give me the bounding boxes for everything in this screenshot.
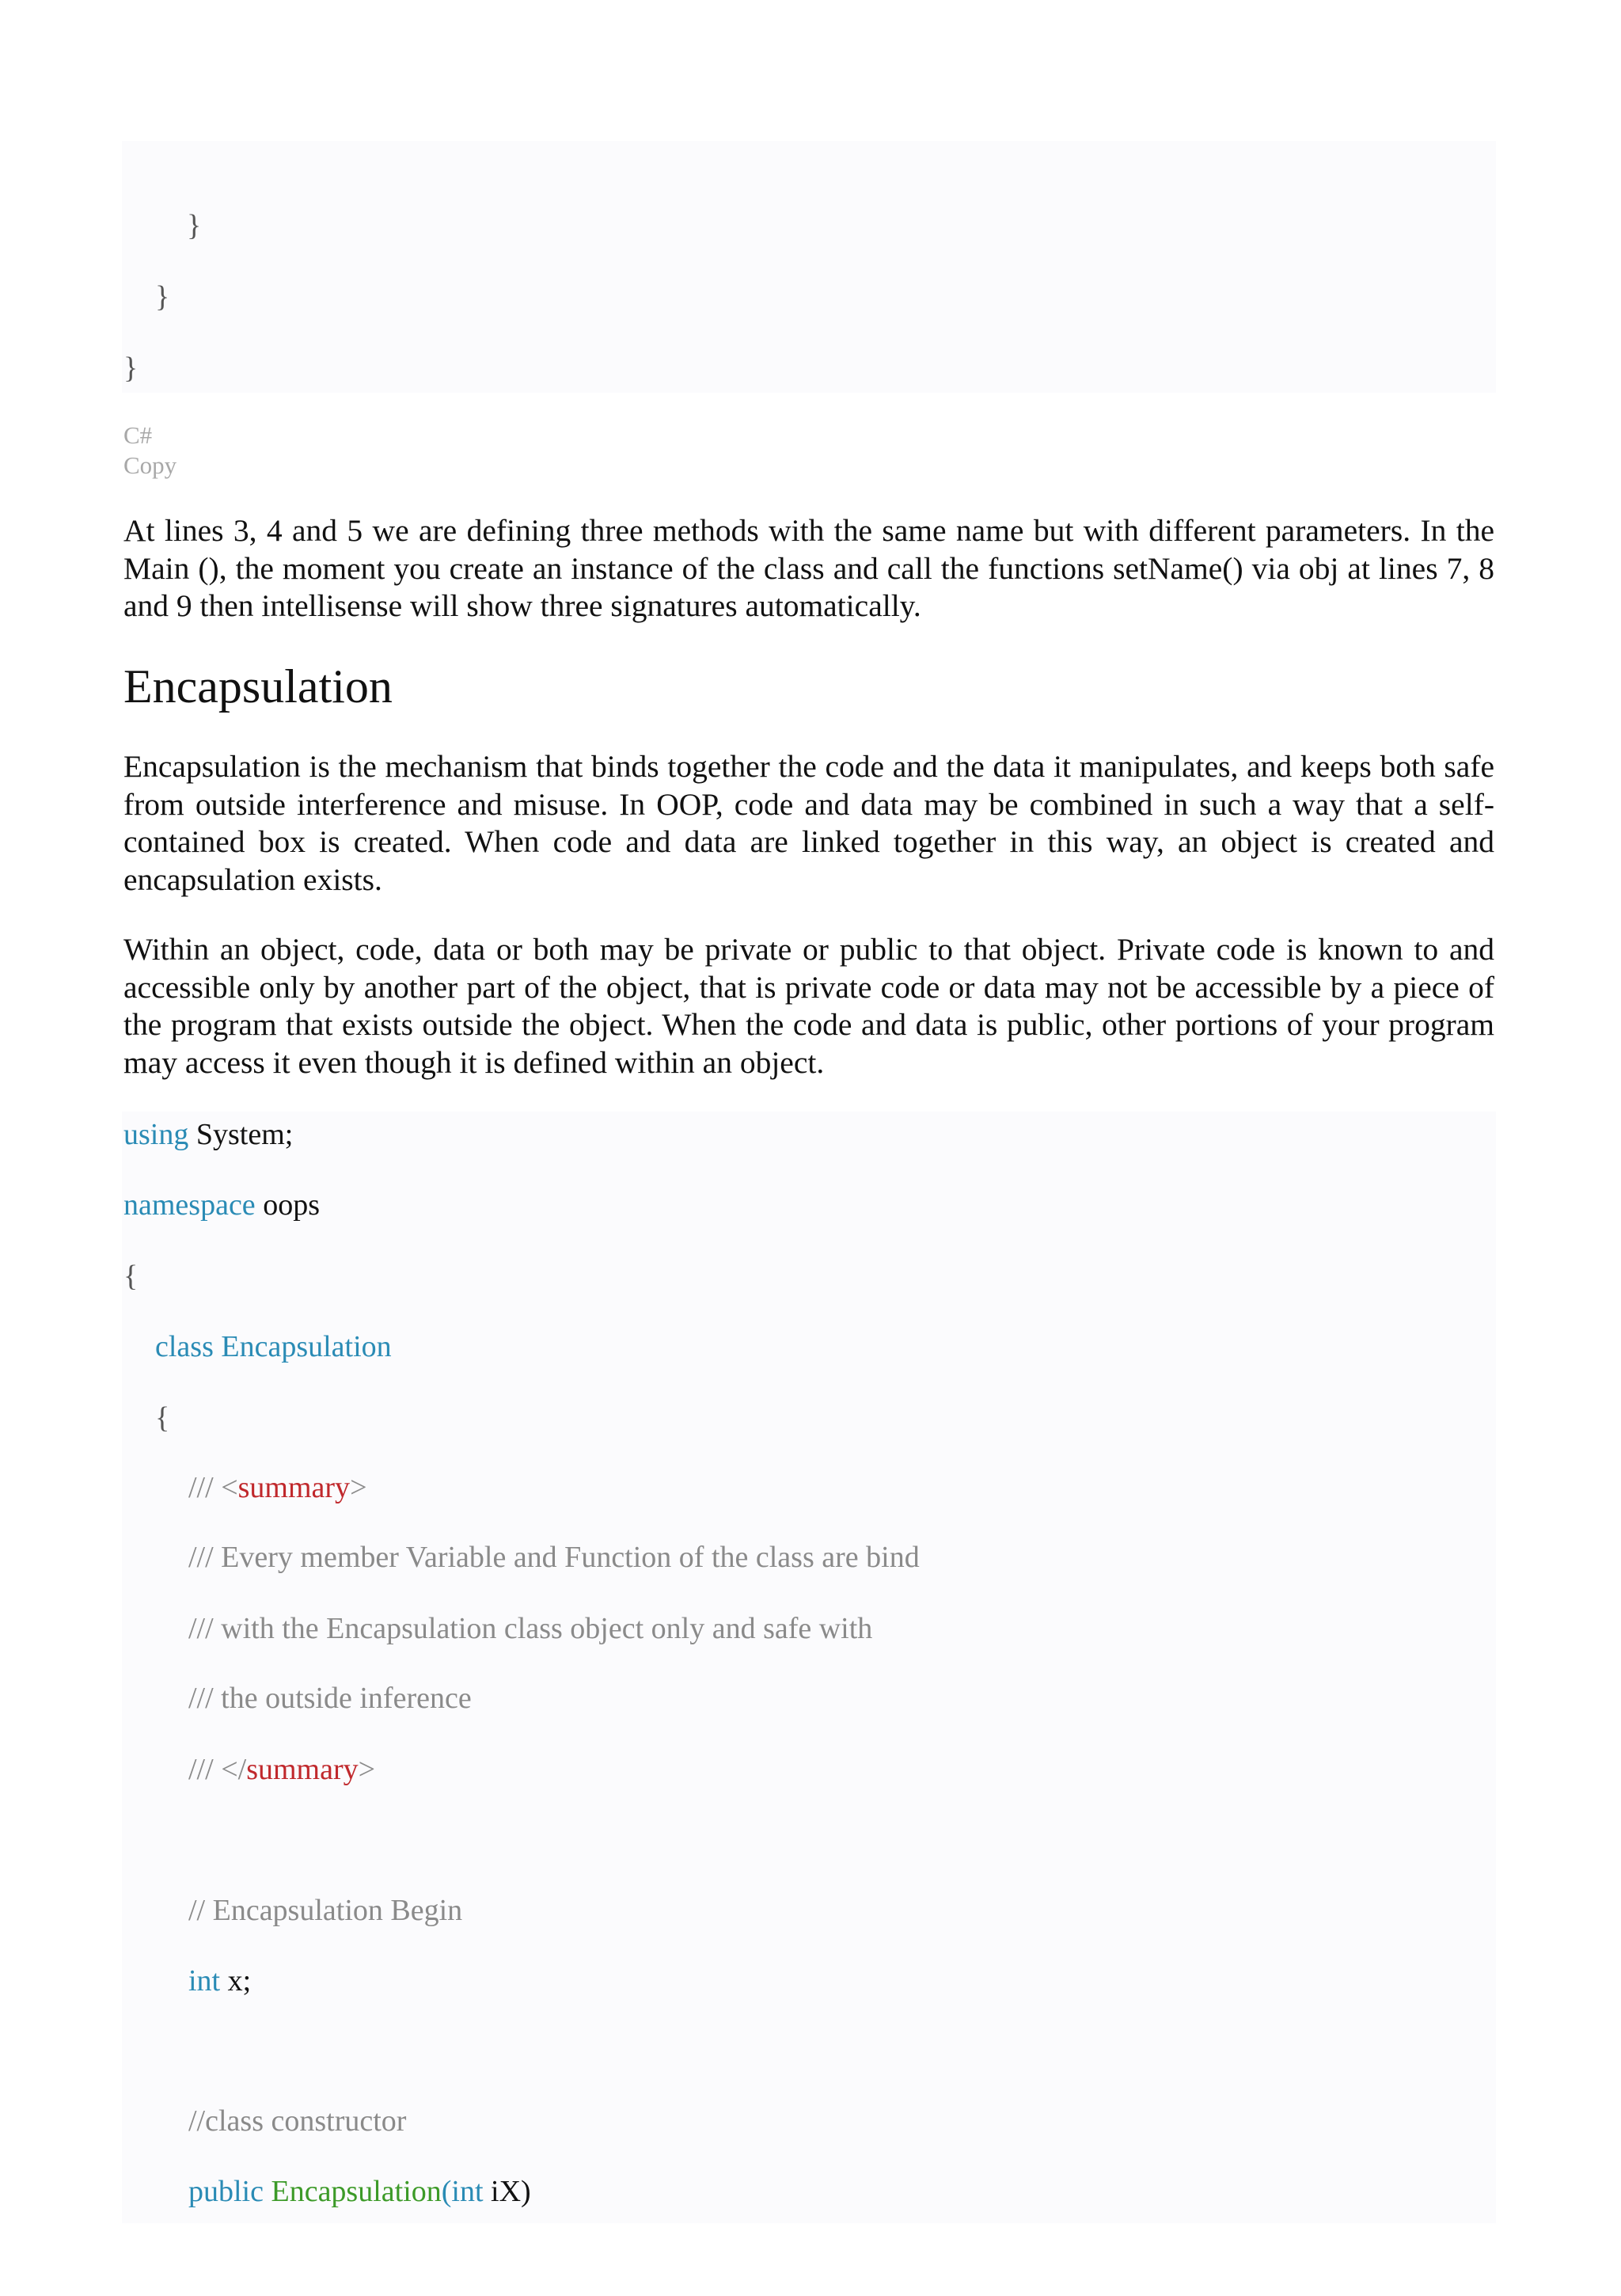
keyword-public: public xyxy=(188,2175,264,2208)
code-block-previous xyxy=(122,141,1496,393)
code-line-using xyxy=(123,1116,293,1153)
paragraph-encapsulation-definition: Encapsulation is the mechanism that binds together the code and the data it manipulates, and keeps both safe from outside interference and misuse. In OOP, code and data may be combined in such a way that a self-contained box is created. When code and data are linked together in this way, an object is created and encapsulation exists. xyxy=(123,749,1494,897)
code-line-class-declaration xyxy=(155,1329,392,1365)
code-line-namespace xyxy=(123,1187,320,1223)
namespace-name: oops xyxy=(263,1188,320,1222)
code-open-brace-class: { xyxy=(155,1401,170,1435)
code-language-label: C# xyxy=(123,421,153,449)
code-doc-comment-line-1: /// Every member Variable and Function of the class are bind xyxy=(188,1541,920,1574)
code-comment-class-constructor: //class constructor xyxy=(188,2104,407,2138)
code-block-encapsulation xyxy=(122,1112,1496,2223)
doc-tag-close-open-bracket: </ xyxy=(221,1753,247,1786)
doc-tag-open-bracket: < xyxy=(221,1471,238,1504)
code-closing-brace-outer: } xyxy=(123,352,139,385)
code-doc-comment-line-3: /// the outside inference xyxy=(188,1682,472,1715)
paragraph-overloading: At lines 3, 4 and 5 we are defining three methods with the same name but with different parameters. In the Main (), the moment you create an instance of the class and call the functions setName() via obj at lines 7, 8 and 9 then intellisense will show three signatures automatically. xyxy=(123,513,1494,623)
code-open-brace-namespace: { xyxy=(123,1260,139,1293)
constructor-paren-open: ( xyxy=(441,2175,452,2208)
doc-comment-prefix: /// xyxy=(188,1471,214,1504)
code-line-field-declaration xyxy=(188,1963,251,1999)
keyword-using: using xyxy=(123,1118,189,1151)
field-name: x; xyxy=(227,1964,252,1998)
constructor-name: Encapsulation xyxy=(271,2175,442,2208)
keyword-class: class xyxy=(155,1330,214,1363)
doc-tag-summary: summary xyxy=(246,1753,359,1786)
code-doc-comment-line-2: /// with the Encapsulation class object only and safe with xyxy=(188,1612,873,1645)
heading-encapsulation: Encapsulation xyxy=(123,660,393,713)
code-line-constructor xyxy=(188,2173,531,2210)
keyword-namespace: namespace xyxy=(123,1188,256,1222)
code-line-summary-close xyxy=(188,1751,375,1788)
code-closing-brace-middle: } xyxy=(155,280,170,314)
paragraph-encapsulation-visibility: Within an object, code, data or both may be private or public to that object. Private code is known to and accessible only by another part of the object, that is private code or data may not be accessible by a piece of the program that exists outside the object. When the code and data is public, other portions of your program may access it even though it is defined within an object. xyxy=(123,932,1494,1080)
doc-tag-summary: summary xyxy=(237,1471,351,1504)
doc-tag-close-bracket: > xyxy=(350,1471,367,1504)
doc-tag-close-bracket: > xyxy=(358,1753,376,1786)
code-line-summary-open xyxy=(188,1469,367,1506)
using-target: System; xyxy=(196,1118,294,1151)
copy-code-link[interactable]: Copy xyxy=(123,451,177,479)
class-name: Encapsulation xyxy=(221,1330,392,1363)
constructor-param-name: iX) xyxy=(491,2175,531,2208)
doc-comment-prefix: /// xyxy=(188,1753,214,1786)
constructor-param-type: int xyxy=(451,2175,484,2208)
code-comment-encapsulation-begin: // Encapsulation Begin xyxy=(188,1894,463,1927)
code-closing-brace-inner: } xyxy=(187,209,202,242)
keyword-int: int xyxy=(188,1964,221,1998)
